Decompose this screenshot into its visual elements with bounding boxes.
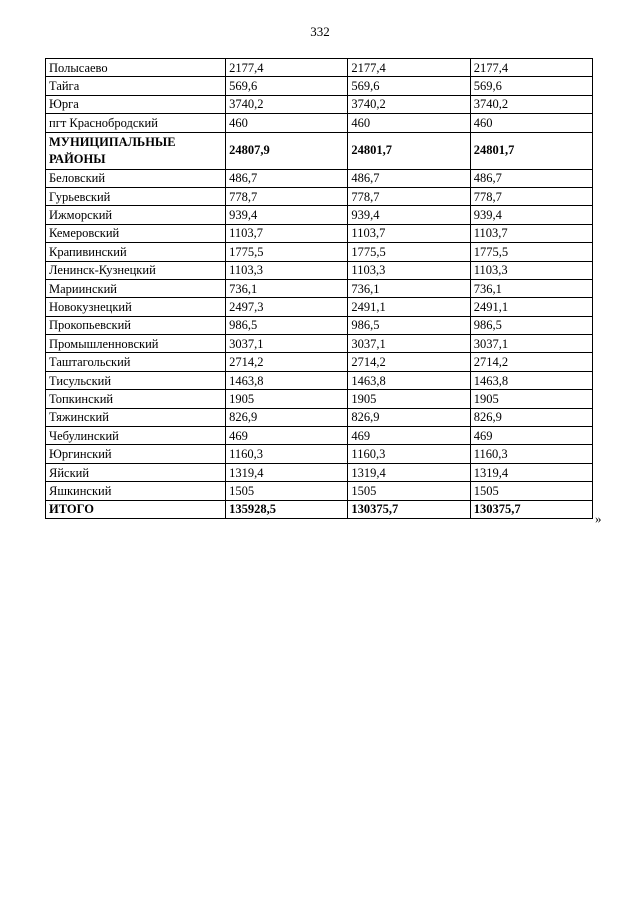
territory-name-cell: Тисульский [46, 371, 226, 389]
value-cell-2: 778,7 [348, 187, 470, 205]
table-row [46, 224, 593, 242]
value-cell-3: 1103,3 [470, 261, 592, 279]
value-cell-2: 1505 [348, 482, 470, 500]
value-cell-2: 130375,7 [348, 500, 470, 518]
table-row-total [46, 132, 593, 169]
value-cell-2: 1775,5 [348, 243, 470, 261]
table-row [46, 371, 593, 389]
closing-quote: » [595, 511, 602, 526]
value-cell-1: 3740,2 [226, 95, 348, 113]
territory-name-cell: Юргинский [46, 445, 226, 463]
value-cell-1: 469 [226, 427, 348, 445]
table-row [46, 316, 593, 334]
value-cell-1: 778,7 [226, 187, 348, 205]
value-cell-1: 460 [226, 114, 348, 132]
territory-name-cell: Ижморский [46, 206, 226, 224]
value-cell-3: 1319,4 [470, 463, 592, 481]
value-cell-3: 1103,7 [470, 224, 592, 242]
value-cell-1: 986,5 [226, 316, 348, 334]
table-row [46, 187, 593, 205]
value-cell-3: 1463,8 [470, 371, 592, 389]
value-cell-2: 486,7 [348, 169, 470, 187]
table-row [46, 261, 593, 279]
table-row [46, 463, 593, 481]
table-row [46, 77, 593, 95]
territory-name-cell: Кемеровский [46, 224, 226, 242]
territory-name-cell: пгт Краснобродский [46, 114, 226, 132]
value-cell-2: 469 [348, 427, 470, 445]
value-cell-2: 3740,2 [348, 95, 470, 113]
table-row [46, 243, 593, 261]
table-row [46, 298, 593, 316]
value-cell-3: 986,5 [470, 316, 592, 334]
table-row [46, 427, 593, 445]
value-cell-3: 2177,4 [470, 59, 592, 77]
value-cell-2: 3037,1 [348, 335, 470, 353]
territory-name-cell: Промышленновский [46, 335, 226, 353]
value-cell-1: 3037,1 [226, 335, 348, 353]
value-cell-1: 135928,5 [226, 500, 348, 518]
value-cell-3: 3037,1 [470, 335, 592, 353]
value-cell-3: 939,4 [470, 206, 592, 224]
territory-name-cell: Полысаево [46, 59, 226, 77]
value-cell-3: 486,7 [470, 169, 592, 187]
territory-name-cell: Крапивинский [46, 243, 226, 261]
territory-name-cell: Юрга [46, 95, 226, 113]
value-cell-1: 2497,3 [226, 298, 348, 316]
value-cell-1: 569,6 [226, 77, 348, 95]
territory-name-cell: Мариинский [46, 279, 226, 297]
value-cell-2: 1160,3 [348, 445, 470, 463]
value-cell-2: 1103,3 [348, 261, 470, 279]
table-row [46, 59, 593, 77]
value-cell-2: 2714,2 [348, 353, 470, 371]
value-cell-2: 24801,7 [348, 132, 470, 169]
value-cell-3: 469 [470, 427, 592, 445]
value-cell-2: 2491,1 [348, 298, 470, 316]
table-row [46, 114, 593, 132]
value-cell-1: 826,9 [226, 408, 348, 426]
territory-name-cell: Тяжинский [46, 408, 226, 426]
value-cell-2: 1103,7 [348, 224, 470, 242]
table-row [46, 408, 593, 426]
territory-name-cell: Прокопьевский [46, 316, 226, 334]
value-cell-3: 1160,3 [470, 445, 592, 463]
value-cell-3: 569,6 [470, 77, 592, 95]
value-cell-1: 1160,3 [226, 445, 348, 463]
table-row [46, 390, 593, 408]
table-row [46, 169, 593, 187]
table-row [46, 335, 593, 353]
territory-name-cell: Яйский [46, 463, 226, 481]
value-cell-1: 1775,5 [226, 243, 348, 261]
territory-name-cell: Чебулинский [46, 427, 226, 445]
value-cell-2: 826,9 [348, 408, 470, 426]
table-body [46, 59, 593, 519]
territory-name-cell: Тайга [46, 77, 226, 95]
value-cell-2: 939,4 [348, 206, 470, 224]
page-number: 332 [310, 24, 330, 39]
table-row [46, 482, 593, 500]
value-cell-1: 1905 [226, 390, 348, 408]
territory-name-cell: Новокузнецкий [46, 298, 226, 316]
value-cell-2: 2177,4 [348, 59, 470, 77]
value-cell-1: 1505 [226, 482, 348, 500]
table-row [46, 353, 593, 371]
value-cell-3: 778,7 [470, 187, 592, 205]
value-cell-3: 1505 [470, 482, 592, 500]
value-cell-3: 130375,7 [470, 500, 592, 518]
value-cell-3: 2714,2 [470, 353, 592, 371]
value-cell-1: 1463,8 [226, 371, 348, 389]
value-cell-2: 569,6 [348, 77, 470, 95]
value-cell-3: 826,9 [470, 408, 592, 426]
value-cell-3: 460 [470, 114, 592, 132]
value-cell-3: 1775,5 [470, 243, 592, 261]
allocation-table [45, 58, 593, 519]
territory-name-cell: МУНИЦИПАЛЬНЫЕ РАЙОНЫ [46, 132, 226, 169]
value-cell-3: 3740,2 [470, 95, 592, 113]
value-cell-1: 1103,7 [226, 224, 348, 242]
value-cell-3: 1905 [470, 390, 592, 408]
territory-name-cell: Таштагольский [46, 353, 226, 371]
value-cell-2: 1905 [348, 390, 470, 408]
value-cell-2: 1463,8 [348, 371, 470, 389]
territory-name-cell: Яшкинский [46, 482, 226, 500]
value-cell-2: 736,1 [348, 279, 470, 297]
territory-name-cell: Ленинск-Кузнецкий [46, 261, 226, 279]
table-row [46, 279, 593, 297]
value-cell-1: 1103,3 [226, 261, 348, 279]
territory-name-cell: Топкинский [46, 390, 226, 408]
value-cell-2: 460 [348, 114, 470, 132]
value-cell-3: 2491,1 [470, 298, 592, 316]
table-row [46, 206, 593, 224]
value-cell-1: 2177,4 [226, 59, 348, 77]
territory-name-cell: ИТОГО [46, 500, 226, 518]
territory-name-cell: Гурьевский [46, 187, 226, 205]
value-cell-1: 1319,4 [226, 463, 348, 481]
table-row [46, 445, 593, 463]
value-cell-1: 736,1 [226, 279, 348, 297]
table-row-total [46, 500, 593, 518]
value-cell-3: 736,1 [470, 279, 592, 297]
table-row [46, 95, 593, 113]
value-cell-1: 486,7 [226, 169, 348, 187]
value-cell-2: 1319,4 [348, 463, 470, 481]
value-cell-1: 939,4 [226, 206, 348, 224]
territory-name-cell: Беловский [46, 169, 226, 187]
value-cell-1: 2714,2 [226, 353, 348, 371]
value-cell-3: 24801,7 [470, 132, 592, 169]
value-cell-2: 986,5 [348, 316, 470, 334]
value-cell-1: 24807,9 [226, 132, 348, 169]
